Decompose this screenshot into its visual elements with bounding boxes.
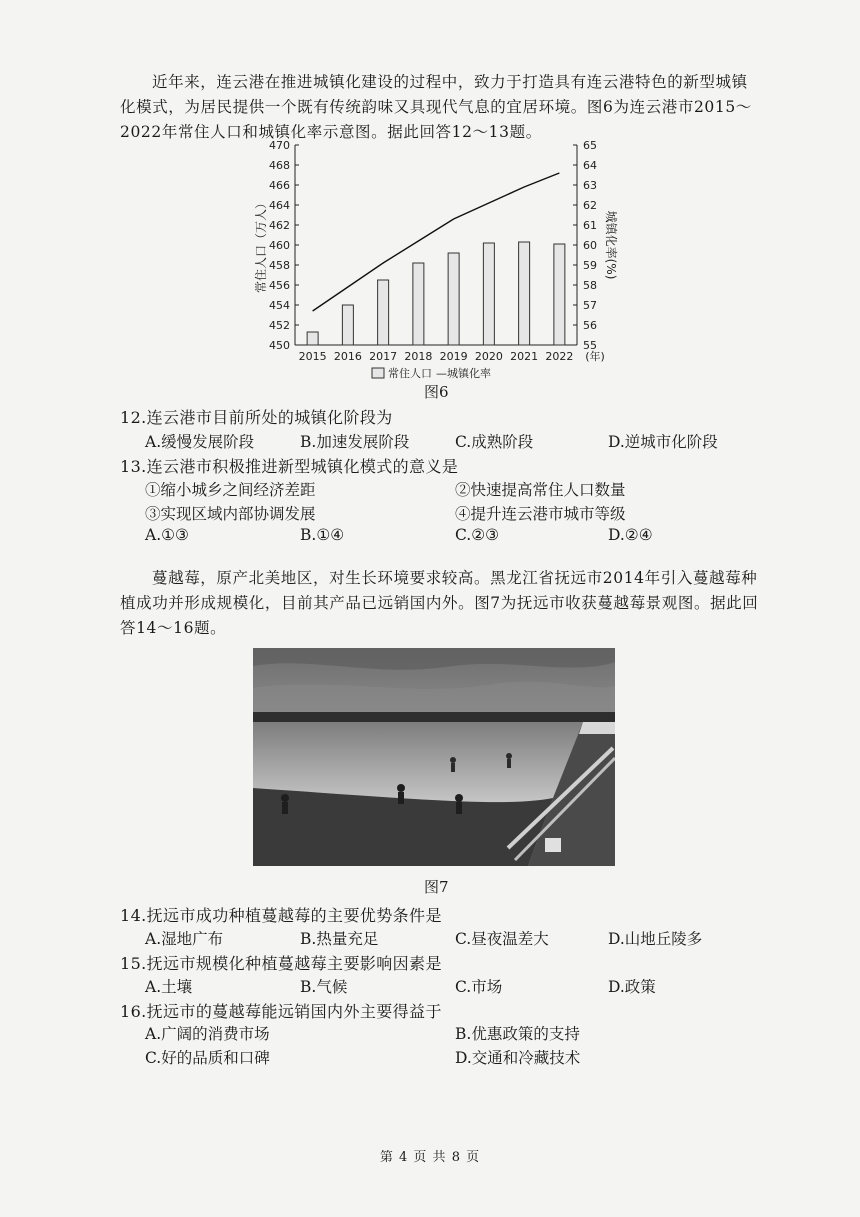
- right-axis-tick-label: 58: [583, 279, 597, 292]
- legend-label-population: 常住人口: [388, 367, 432, 380]
- q12-option-c[interactable]: C.成熟阶段: [455, 433, 534, 451]
- right-axis-tick-label: 57: [583, 299, 597, 312]
- x-axis-unit: (年): [585, 350, 605, 363]
- figure-7-cranberry-harvest-photo: [253, 648, 615, 866]
- q16-option-c[interactable]: C.好的品质和口碑: [145, 1049, 270, 1067]
- right-axis-tick-label: 65: [583, 140, 597, 152]
- left-axis-tick-label: 462: [269, 219, 290, 232]
- figure-7-caption: 图7: [424, 878, 449, 896]
- left-axis-tick-label: 466: [269, 179, 290, 192]
- q13-item-1: ①缩小城乡之间经济差距: [145, 481, 316, 499]
- left-axis-tick-label: 452: [269, 319, 290, 332]
- right-axis-tick-label: 61: [583, 219, 597, 232]
- right-axis-tick-label: 62: [583, 199, 597, 212]
- population-urbanization-chart: [240, 140, 630, 385]
- legend-swatch-population: [372, 368, 384, 378]
- q14-option-d[interactable]: D.山地丘陵多: [608, 930, 703, 948]
- population-bar: [519, 242, 530, 345]
- question-13-stem: 13.连云港市积极推进新型城镇化模式的意义是: [120, 457, 459, 476]
- question-14-stem: 14.抚远市成功种植蔓越莓的主要优势条件是: [120, 906, 442, 925]
- left-axis-title: 常住人口（万人）: [254, 196, 268, 294]
- page-number-footer: 第 4 页 共 8 页: [379, 1150, 481, 1165]
- left-axis-tick-label: 458: [269, 259, 290, 272]
- x-axis-tick-label: 2018: [404, 350, 433, 363]
- intro-paragraph-lianyungang: 近年来，连云港在推进城镇化建设的过程中，致力于打造具有连云港特色的新型城镇化模式，为居民提供一个既有传统韵味又具现代气息的宜居环境。图6为连云港市2015～2022年常住人口和城镇化率示意图。据此回答12～13题。: [120, 73, 752, 141]
- figure-6-caption: 图6: [424, 383, 449, 401]
- q13-option-a[interactable]: A.①③: [145, 526, 189, 544]
- figure-6-chart: [240, 140, 630, 385]
- q15-option-b[interactable]: B.气候: [300, 978, 348, 996]
- q13-item-2: ②快速提高常住人口数量: [455, 481, 626, 499]
- q12-option-b[interactable]: B.加速发展阶段: [300, 433, 410, 451]
- q15-option-d[interactable]: D.政策: [608, 978, 656, 996]
- population-bar: [554, 244, 565, 345]
- q15-option-c[interactable]: C.市场: [455, 978, 503, 996]
- question-12-stem: 12.连云港市目前所处的城镇化阶段为: [120, 408, 393, 427]
- population-bar: [413, 263, 424, 345]
- q14-option-c[interactable]: C.昼夜温差大: [455, 930, 549, 948]
- right-axis-tick-label: 63: [583, 179, 597, 192]
- population-bar: [483, 243, 494, 345]
- left-axis-tick-label: 454: [269, 299, 290, 312]
- population-bar: [307, 332, 318, 345]
- left-axis-tick-label: 460: [269, 239, 290, 252]
- intro-paragraph-cranberry: 蔓越莓，原产北美地区，对生长环境要求较高。黑龙江省抚远市2014年引入蔓越莓种植成功并形成规模化，目前其产品已远销国内外。图7为抚远市收获蔓越莓景观图。据此回答14～16题。: [120, 569, 759, 637]
- q14-option-a[interactable]: A.湿地广布: [145, 930, 224, 948]
- question-16-stem: 16.抚远市的蔓越莓能远销国内外主要得益于: [120, 1002, 442, 1021]
- right-axis-tick-label: 59: [583, 259, 597, 272]
- left-axis-tick-label: 470: [269, 140, 290, 152]
- x-axis-tick-label: 2017: [369, 350, 398, 363]
- right-axis-tick-label: 55: [583, 339, 597, 352]
- x-axis-tick-label: 2019: [439, 350, 468, 363]
- right-axis-tick-label: 56: [583, 319, 597, 332]
- question-15-stem: 15.抚远市规模化种植蔓越莓主要影响因素是: [120, 954, 442, 973]
- q16-option-a[interactable]: A.广阔的消费市场: [145, 1025, 270, 1043]
- x-axis-tick-label: 2015: [298, 350, 327, 363]
- q12-option-a[interactable]: A.缓慢发展阶段: [145, 433, 255, 451]
- q14-option-b[interactable]: B.热量充足: [300, 930, 379, 948]
- q16-option-d[interactable]: D.交通和冷藏技术: [455, 1049, 581, 1067]
- q13-item-4: ④提升连云港市城市等级: [455, 505, 626, 523]
- population-bar: [448, 253, 459, 345]
- q13-option-b[interactable]: B.①④: [300, 526, 345, 544]
- population-bar: [342, 305, 353, 345]
- q16-option-b[interactable]: B.优惠政策的支持: [455, 1025, 580, 1043]
- q13-item-3: ③实现区域内部协调发展: [145, 505, 316, 523]
- x-axis-tick-label: 2021: [510, 350, 539, 363]
- q12-option-d[interactable]: D.逆城市化阶段: [608, 433, 718, 451]
- left-axis-tick-label: 468: [269, 159, 290, 172]
- population-bar: [378, 280, 389, 345]
- right-axis-title: 城镇化率(%): [604, 210, 618, 280]
- left-axis-tick-label: 456: [269, 279, 290, 292]
- q15-option-a[interactable]: A.土壤: [145, 978, 193, 996]
- x-axis-tick-label: 2016: [333, 350, 362, 363]
- right-axis-tick-label: 60: [583, 239, 597, 252]
- x-axis-tick-label: 2022: [545, 350, 574, 363]
- left-axis-tick-label: 464: [269, 199, 290, 212]
- x-axis-tick-label: 2020: [474, 350, 503, 363]
- left-axis-tick-label: 450: [269, 339, 290, 352]
- q13-option-c[interactable]: C.②③: [455, 526, 500, 544]
- right-axis-tick-label: 64: [583, 159, 597, 172]
- q13-option-d[interactable]: D.②④: [608, 526, 653, 544]
- legend-label-urbanization: —城镇化率: [436, 367, 491, 380]
